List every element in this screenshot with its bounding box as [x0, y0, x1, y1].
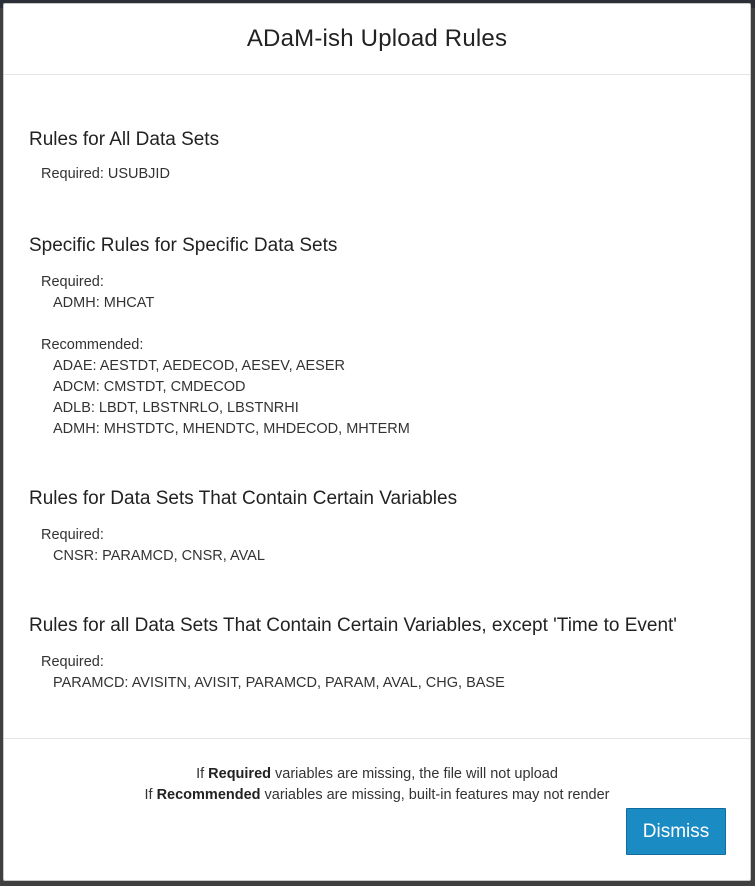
required-label: Required: — [41, 654, 104, 670]
rule-line: Required: USUBJID — [41, 166, 170, 182]
rule-line: ADLB: LBDT, LBSTNRLO, LBSTNRHI — [53, 400, 299, 416]
required-note: If Required variables are missing, the file will not upload — [196, 766, 558, 782]
recommended-note: If Recommended variables are missing, built-in features may not render — [144, 787, 610, 803]
dismiss-button[interactable]: Dismiss — [626, 808, 726, 855]
rule-line: ADAE: AESTDT, AEDECOD, AESEV, AESER — [53, 358, 345, 374]
rule-line: ADMH: MHSTDTC, MHENDTC, MHDECOD, MHTERM — [53, 421, 410, 437]
required-label: Required: — [41, 527, 104, 543]
rule-line: ADCM: CMSTDT, CMDECOD — [53, 379, 246, 395]
modal-header — [4, 4, 750, 75]
upload-rules-modal — [3, 3, 751, 881]
rule-line: PARAMCD: AVISITN, AVISIT, PARAMCD, PARAM, AVAL, CHG, BASE — [53, 675, 505, 691]
section-heading: Specific Rules for Specific Data Sets — [29, 235, 338, 256]
section-except-time-to-event — [29, 615, 730, 694]
section-all-data-sets — [29, 129, 730, 185]
section-heading: Rules for all Data Sets That Contain Certain Variables, except 'Time to Event' — [29, 615, 677, 636]
recommended-label: Recommended: — [41, 337, 144, 353]
section-certain-variables — [29, 488, 730, 567]
footer-notes — [4, 764, 750, 806]
modal-footer — [4, 739, 750, 881]
recommended-emphasis: Recommended — [156, 787, 261, 803]
section-heading: Rules for Data Sets That Contain Certain Variables — [29, 488, 458, 509]
section-heading: Rules for All Data Sets — [29, 129, 220, 150]
modal-title: ADaM-ish Upload Rules — [246, 25, 508, 52]
section-specific-data-sets — [29, 235, 730, 440]
required-emphasis: Required — [208, 766, 271, 782]
rule-line: CNSR: PARAMCD, CNSR, AVAL — [53, 548, 265, 564]
modal-body — [4, 75, 750, 739]
rule-line: ADMH: MHCAT — [53, 295, 155, 311]
required-label: Required: — [41, 274, 104, 290]
